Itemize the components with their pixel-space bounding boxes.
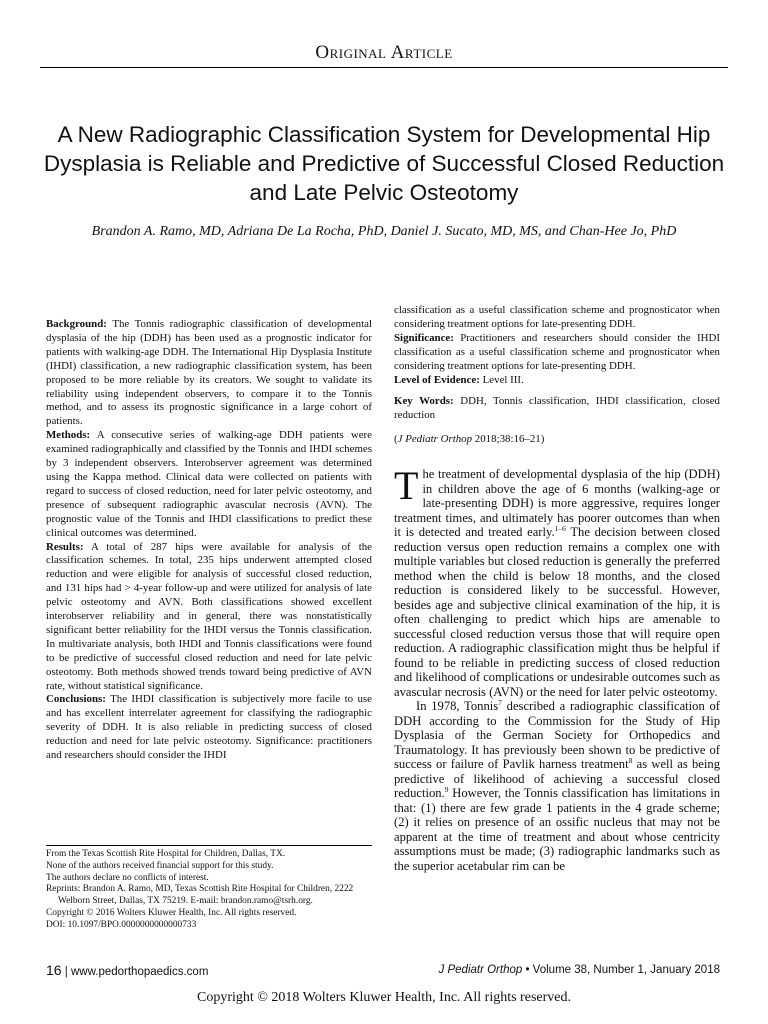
footnote-funding: None of the authors received financial support for this study. bbox=[46, 860, 274, 871]
abstract-left-column bbox=[46, 318, 372, 763]
footnote-conflicts: The authors declare no conflicts of interest. bbox=[46, 872, 209, 883]
article-title: A New Radiographic Classification System for Developmental Hip Dysplasia is Reliable and Predictive of Successful Closed Reduction and Late Pelvic Osteotomy bbox=[43, 122, 725, 205]
footer-issue: • Volume 38, Number 1, January 2018 bbox=[522, 964, 720, 976]
footer-journal: J Pediatr Orthop bbox=[438, 964, 523, 976]
citation-journal: J Pediatr Orthop bbox=[397, 433, 473, 446]
citation-details: 2018;38:16–21) bbox=[472, 433, 545, 446]
p2-text-c: as well as being predictive of likelihood of achieving a successful closed reduction. bbox=[394, 757, 720, 801]
p1-text-a: he treatment of developmental dysplasia of the hip (DDH) in children above the age of 6 months (walking-age or late-presenting DDH) is more aggressive, requires longer treatment times, and ultimately has poorer outcomes than when it is detected and treated early. bbox=[394, 467, 720, 540]
keywords-label: Key Words: bbox=[394, 395, 454, 408]
keywords-text: DDH, Tonnis classification, IHDI classification, closed reduction bbox=[394, 395, 720, 422]
footnote-reprints: Reprints: Brandon A. Ramo, MD, Texas Scottish Rite Hospital for Children, 2222 Welborn Street, Dallas, TX 75219. E-mail: brandon.ramo@tsrh.org. bbox=[46, 884, 354, 907]
reference-superscript: 7 bbox=[498, 697, 502, 707]
abstract-methods bbox=[46, 429, 372, 540]
footnote-copyright: Copyright © 2016 Wolters Kluwer Health, Inc. All rights reserved. bbox=[46, 907, 297, 918]
section-label: Original Article bbox=[315, 42, 453, 63]
methods-label: Methods: bbox=[46, 429, 91, 442]
footnote-doi: DOI: 10.1097/BPO.0000000000000733 bbox=[46, 919, 197, 930]
page-number: 16 bbox=[46, 962, 62, 978]
p2-text-a: In 1978, Tonnis bbox=[416, 699, 499, 714]
abstract-results bbox=[46, 541, 372, 694]
footer-left bbox=[46, 962, 208, 978]
author-list: Brandon A. Ramo, MD, Adriana De La Rocha, PhD, Daniel J. Sucato, MD, MS, and Chan-Hee Jo, PhD bbox=[91, 224, 677, 239]
abstract-significance bbox=[394, 332, 720, 374]
reference-superscript: 8 bbox=[628, 755, 633, 765]
citation bbox=[394, 433, 720, 447]
results-label: Results: bbox=[46, 540, 84, 553]
conclusions-text: The IHDI classification is subjectively more facile to use and has excellent interrelater agreement for classifying the radiographic severity of DDH. It is also reliable in predicting success of closed reduction and need for late pelvic osteotomy. Significance: practitioners and researchers should consider the IHDI bbox=[46, 693, 372, 762]
citation-open: ( bbox=[394, 433, 398, 446]
reference-superscript: 1–6 bbox=[554, 523, 566, 533]
website-link[interactable]: www.pedorthopaedics.com bbox=[70, 966, 209, 978]
body-paragraph-2 bbox=[394, 699, 720, 873]
abstract-conclusions-continued: classification as a useful classification scheme and prognosticator when considering treatment options for late-presenting DDH. bbox=[394, 304, 720, 330]
background-text: The Tonnis radiographic classification of developmental dysplasia of the hip (DDH) has been used as a prognostic indicator for patients with walking-age DDH. The International Hip Dysplasia Institute (IHDI) classification, a new radiographic classification system, has been proposed to be more reliable by its creators. We sought to validate its reliability using independent observers, to compare it to the Tonnis method, and to assess its prognostic significance in a large cohort of patients. bbox=[46, 318, 373, 428]
significance-text: Practitioners and researchers should consider the IHDI classification as a useful classification scheme and prognosticator when considering treatment options for late-presenting DDH. bbox=[394, 331, 720, 372]
abstract-background bbox=[46, 318, 372, 429]
p2-text-d: However, the Tonnis classification has limitations in that: (1) there are few grade 1 patients in the 4 grade scheme; (2) it relies on presence of an ossific nucleus that may not be apparent at the time of treatment and about whose centricity assumptions must be made; (3) radiographic landmarks such as the superior acetabular rim can be bbox=[394, 786, 720, 873]
keywords bbox=[394, 395, 720, 423]
abstract-conclusions bbox=[46, 693, 372, 763]
results-text: A total of 287 hips were available for analysis of the classification schemes. In total, 235 hips underwent attempted closed reduction and were eligible for analysis of successful closed reduction, and 131 hips had > 4-year follow-up and were utilized for analysis of late pelvic osteotomy and AVN. Both classifications showed excellent interobserver reliability and in general, there was nonstatistically significant better reliability for the IHDI versus the Tonnis classification. In multivariate analysis, both IHDI and Tonnis classifications were found to be predictive of successful closed reduction and need for late pelvic osteotomy. Both methods showed trends toward being predictive of AVN rate, without statistical significance. bbox=[46, 540, 372, 692]
body-paragraph-1 bbox=[394, 463, 721, 699]
footer-separator: | bbox=[61, 966, 71, 978]
copyright-notice: Copyright © 2018 Wolters Kluwer Health, Inc. All rights reserved. bbox=[197, 990, 571, 1005]
footnotes bbox=[46, 849, 372, 932]
reference-superscript: 9 bbox=[444, 784, 449, 794]
significance-label: Significance: bbox=[394, 331, 454, 344]
right-column bbox=[394, 304, 720, 873]
background-label: Background: bbox=[46, 318, 107, 330]
abstract-level bbox=[394, 374, 720, 388]
header-rule bbox=[40, 67, 728, 68]
level-label: Level of Evidence: bbox=[394, 373, 480, 386]
conclusions-label: Conclusions: bbox=[46, 693, 106, 706]
footnote-affiliation: From the Texas Scottish Rite Hospital for Children, Dallas, TX. bbox=[46, 849, 286, 859]
level-text: Level III. bbox=[482, 373, 524, 386]
footnote-rule bbox=[46, 845, 372, 846]
drop-cap: T bbox=[394, 463, 419, 509]
p1-text-b: The decision between closed reduction versus open reduction remains a complex one with multiple variables but closed reduction is generally the preferred method when the child is below 18 months, and the closed reduction is considered likely to be successful. However, besides age and subjective clinical examination of the hip, it is often challenging to predict which hips are amenable to successful closed reduction versus those that will require open reduction. A radiographic classification might thus be helpful if found to be reliable in predicting success of closed reduction and likelihood of complications or undesirable outcomes such as avascular necrosis (AVN) or the need for later pelvic osteotomy. bbox=[394, 525, 721, 699]
p2-text-b: described a radiographic classification of DDH according to the Commission for the Study of Hip Dysplasia of the German Society for Orthopedics and Traumatology. It has previously been shown to be predictive of success or failure of Pavlik harness treatment bbox=[394, 699, 720, 772]
methods-text: A consecutive series of walking-age DDH patients were examined radiographically and classified by the Tonnis and IHDI schemes by 3 independent observers. Interobserver agreement was determined using the Kappa method. Clinical data were collected on patients with regard to success of closed reduction, need for later pelvic osteotomy, and presence of subsequent radiographic avascular necrosis (AVN). The prognostic value of the Tonnis and IHDI classifications to predict these clinical outcomes was determined. bbox=[46, 429, 372, 539]
footer-right bbox=[439, 964, 720, 976]
